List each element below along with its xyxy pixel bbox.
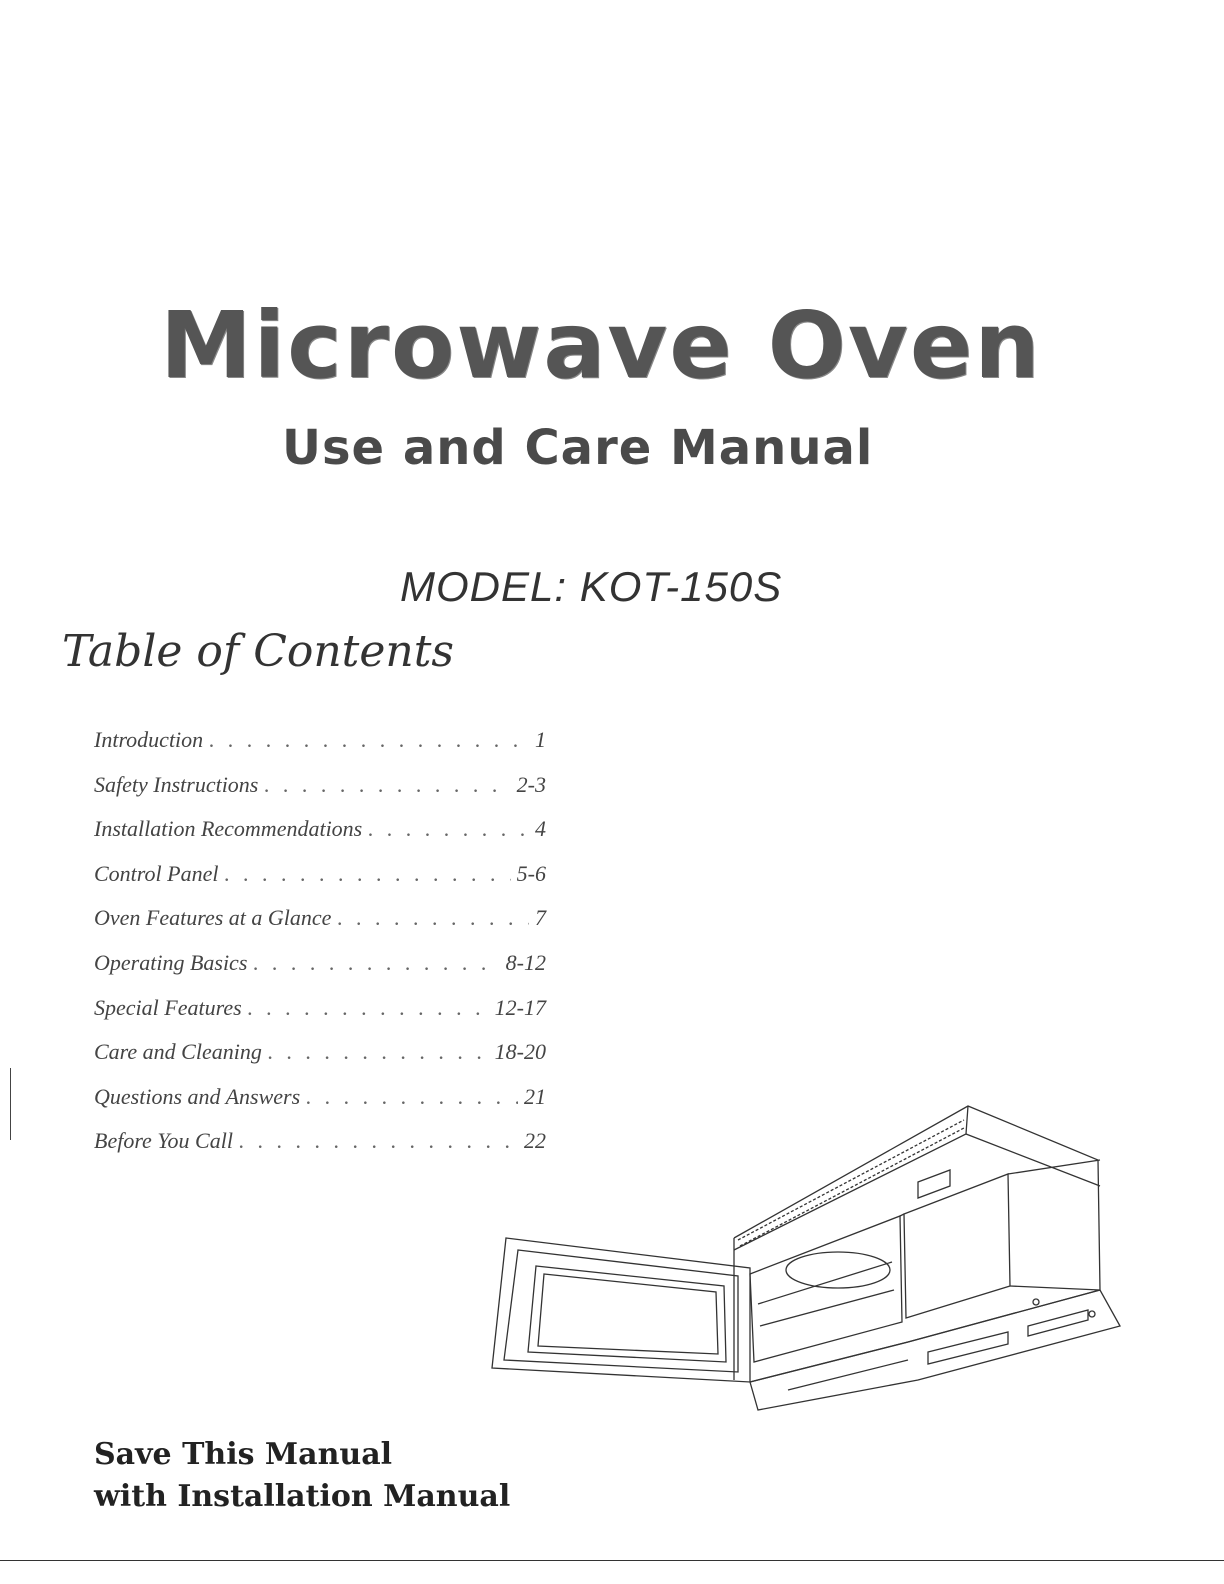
toc-entry-page: 1	[535, 727, 546, 752]
toc-entry-page: 4	[535, 816, 546, 842]
toc-leader-dots	[209, 727, 529, 753]
toc-entry-page: 8-12	[505, 949, 546, 975]
save-notice-line-2: with Installation Manual	[94, 1479, 511, 1514]
margin-bracket-mark	[10, 1068, 17, 1140]
toc-entry	[94, 950, 546, 995]
toc-entry-label: Control Panel	[94, 860, 219, 886]
toc-entry	[94, 905, 546, 950]
toc-leader-dots	[253, 950, 499, 976]
toc-leader-dots	[268, 1039, 489, 1065]
subtitle: Use and Care Manual	[282, 420, 874, 476]
toc-entry-page: 7	[535, 905, 546, 931]
toc-entry-label: Before You Call	[94, 1128, 233, 1154]
table-of-contents	[94, 727, 546, 1173]
toc-entry-label: Oven Features at a Glance	[94, 905, 332, 931]
toc-entry-label: Installation Recommendations	[94, 816, 363, 842]
save-notice-line-1: Save This Manual	[94, 1437, 393, 1472]
toc-leader-dots	[337, 905, 529, 931]
toc-entry-page: 22	[524, 1128, 546, 1154]
model-number: MODEL: KOT-150S	[400, 563, 783, 610]
toc-entry	[94, 861, 546, 906]
page-bottom-rule	[0, 1560, 1224, 1561]
toc-entry	[94, 1039, 546, 1084]
toc-entry	[94, 727, 546, 772]
toc-entry-page: 5-6	[516, 860, 546, 886]
toc-leader-dots	[306, 1084, 518, 1110]
toc-heading: Table of Contents	[62, 626, 455, 677]
main-title: Microwave Oven	[160, 292, 1042, 399]
toc-entry-page: 18-20	[494, 1039, 546, 1065]
toc-entry-page: 12-17	[494, 994, 546, 1020]
toc-entry-label: Questions and Answers	[94, 1083, 301, 1109]
toc-leader-dots	[368, 816, 529, 842]
toc-entry-label: Safety Instructions	[94, 771, 259, 797]
toc-leader-dots	[264, 772, 510, 798]
toc-leader-dots	[224, 861, 510, 887]
toc-entry-page: 21	[524, 1083, 546, 1109]
toc-leader-dots	[239, 1128, 518, 1154]
toc-entry-page: 2-3	[516, 771, 546, 797]
toc-entry-label: Care and Cleaning	[94, 1039, 262, 1065]
toc-entry-label: Special Features	[94, 994, 242, 1020]
toc-entry	[94, 816, 546, 861]
toc-entry-label: Introduction	[94, 727, 204, 752]
toc-entry	[94, 1084, 546, 1129]
toc-entry	[94, 1128, 546, 1173]
save-manual-notice	[94, 1434, 554, 1518]
microwave-oven-illustration	[488, 1090, 1128, 1420]
toc-entry	[94, 995, 546, 1040]
toc-entry	[94, 772, 546, 817]
toc-leader-dots	[248, 995, 489, 1021]
toc-entry-label: Operating Basics	[94, 949, 248, 975]
